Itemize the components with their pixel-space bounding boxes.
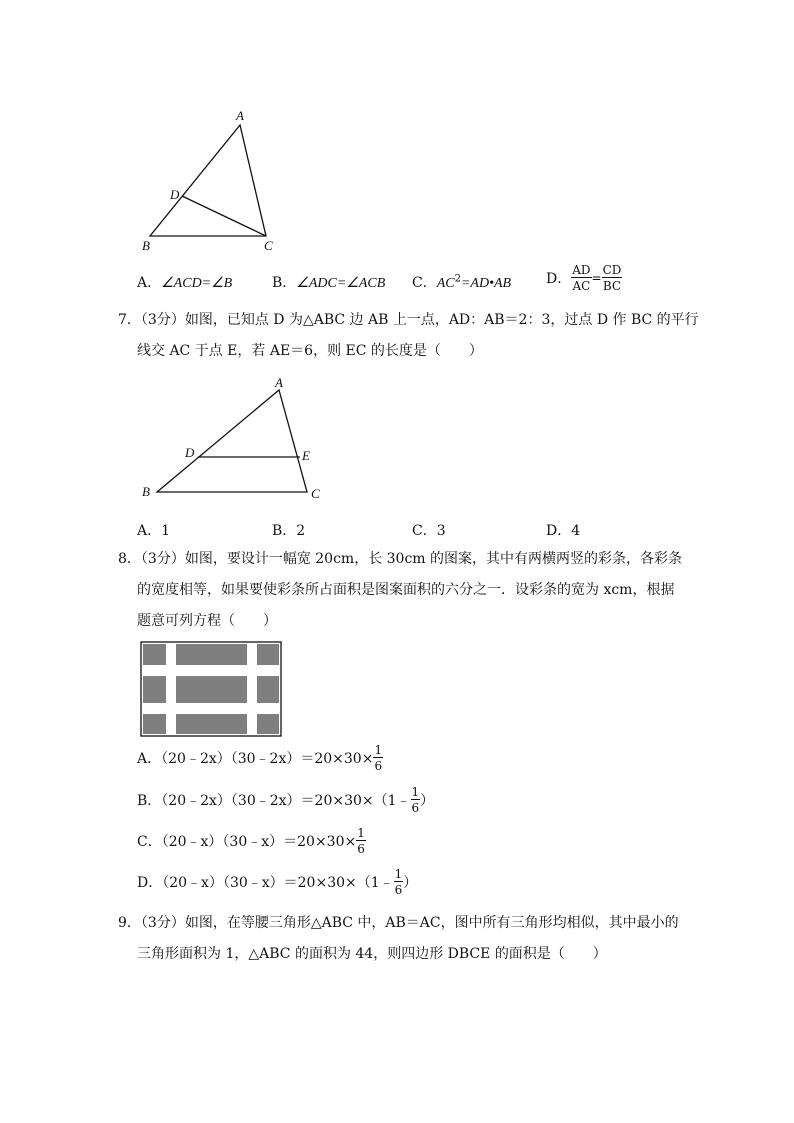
- gray-block: [257, 714, 279, 734]
- q8-option-c-letter: C．: [137, 834, 162, 850]
- q6-option-a-letter: A．: [137, 275, 162, 291]
- q8-option-d-expr: （20﹣x）（30﹣x）＝20×30×（1﹣: [162, 875, 394, 891]
- q6-option-a: [137, 272, 232, 292]
- q6-option-c: [412, 272, 511, 292]
- q8-option-c: [137, 827, 366, 855]
- point-a-label: A: [236, 108, 244, 123]
- q8-d-num: 1: [394, 867, 403, 881]
- gray-block: [143, 714, 166, 734]
- point-b-label: B: [142, 484, 150, 499]
- q8-option-b-fraction: [411, 786, 421, 814]
- q6-triangle-figure: [130, 100, 290, 260]
- q6-option-b: [272, 272, 385, 292]
- q6-d-num2: CD: [602, 263, 622, 277]
- q6-option-d: [546, 264, 622, 292]
- q7-option-c: C．3: [412, 523, 446, 539]
- q6-option-b-text: ∠ADC=∠ACB: [296, 276, 386, 291]
- gray-block: [143, 676, 166, 703]
- q9-line-1: 9．（3分）如图，在等腰三角形△ABC 中，AB＝AC，图中所有三角形均相似，其中最小的: [118, 915, 679, 931]
- q8-option-d-tail: ）: [403, 875, 418, 891]
- q8-option-b-letter: B．: [137, 793, 162, 809]
- q6-option-c-pre: AC: [436, 276, 455, 291]
- q6-option-c-letter: C．: [412, 275, 437, 291]
- gray-block: [176, 676, 247, 703]
- q6-option-d-fraction-2: [602, 264, 623, 292]
- point-b-label: B: [142, 238, 150, 253]
- q8-option-a-expr: （20﹣2x）（30﹣2x）＝20×30×: [161, 751, 374, 767]
- q8-b-num: 1: [411, 785, 420, 799]
- q9-line-2: 三角形面积为 1，△ABC 的面积为 44，则四边形 DBCE 的面积是（ ）: [137, 946, 607, 962]
- gray-block: [257, 644, 279, 665]
- q7-triangle-figure: [130, 370, 340, 510]
- segment-dc: [182, 196, 266, 236]
- point-c-label: C: [264, 238, 273, 253]
- q6-option-d-fraction-1: [571, 264, 591, 292]
- q6-option-c-post: =AD•AB: [460, 276, 512, 291]
- q8-c-den: 6: [357, 842, 365, 856]
- q6-d-den2: BC: [602, 279, 622, 293]
- q8-option-b-tail: ）: [420, 793, 435, 809]
- q7-option-a: A．1: [137, 523, 171, 539]
- q8-option-d: [137, 868, 417, 896]
- q6-d-den1: AC: [572, 279, 591, 293]
- q8-option-b-expr: （20﹣2x）（30﹣2x）＝20×30×（1﹣: [161, 793, 411, 809]
- q8-b-den: 6: [411, 801, 420, 815]
- q8-option-a-letter: A．: [137, 751, 162, 767]
- q8-a-den: 6: [374, 759, 383, 773]
- triangle-abc: [150, 125, 266, 236]
- q7-option-b: B．2: [272, 523, 306, 539]
- q7-option-d: D．4: [546, 523, 581, 539]
- q8-a-num: 1: [374, 743, 383, 757]
- q6-option-a-text: ∠ACD=∠B: [161, 276, 233, 291]
- q8-stripe-pattern-figure: [140, 641, 282, 737]
- q7-line-1: 7．（3分）如图，已知点 D 为△ABC 边 AB 上一点，AD：AB＝2：3，过点 D 作 BC 的平行: [118, 312, 699, 328]
- q8-option-a: [137, 744, 383, 772]
- triangle-abc: [157, 390, 307, 492]
- q8-option-c-expr: （20﹣x）（30﹣x）＝20×30×: [161, 834, 357, 850]
- q6-option-b-letter: B．: [272, 275, 297, 291]
- q6-option-d-letter: D．: [546, 271, 572, 287]
- q8-c-num: 1: [357, 826, 365, 840]
- q7-line-2: 线交 AC 于点 E，若 AE＝6，则 EC 的长度是（ ）: [137, 343, 483, 359]
- gray-block: [176, 714, 247, 734]
- q8-line-2: 的宽度相等，如果要使彩条所占面积是图案面积的六分之一．设彩条的宽为 xcm，根据: [137, 582, 675, 598]
- gray-block: [176, 644, 247, 665]
- point-d-label: D: [185, 445, 195, 460]
- q8-option-a-fraction: [373, 744, 383, 772]
- q8-option-d-fraction: [394, 868, 404, 896]
- q8-line-1: 8．（3分）如图，要设计一幅宽 20cm，长 30cm 的图案，其中有两横两竖的彩条，各彩条: [118, 551, 683, 567]
- q6-d-num1: AD: [572, 263, 591, 277]
- point-d-label: D: [170, 187, 180, 202]
- point-a-label: A: [275, 375, 283, 390]
- gray-block: [143, 644, 166, 665]
- q8-option-b: [137, 786, 434, 814]
- gray-block: [257, 676, 279, 703]
- q6-option-c-sup: 2: [454, 273, 461, 285]
- q8-line-3: 题意可列方程（ ）: [137, 613, 277, 629]
- point-e-label: E: [302, 448, 310, 463]
- q8-d-den: 6: [394, 883, 403, 897]
- q6-option-d-equals: =: [591, 271, 602, 285]
- q8-option-d-letter: D．: [137, 875, 163, 891]
- point-c-label: C: [311, 486, 320, 501]
- q8-option-c-fraction: [356, 827, 366, 855]
